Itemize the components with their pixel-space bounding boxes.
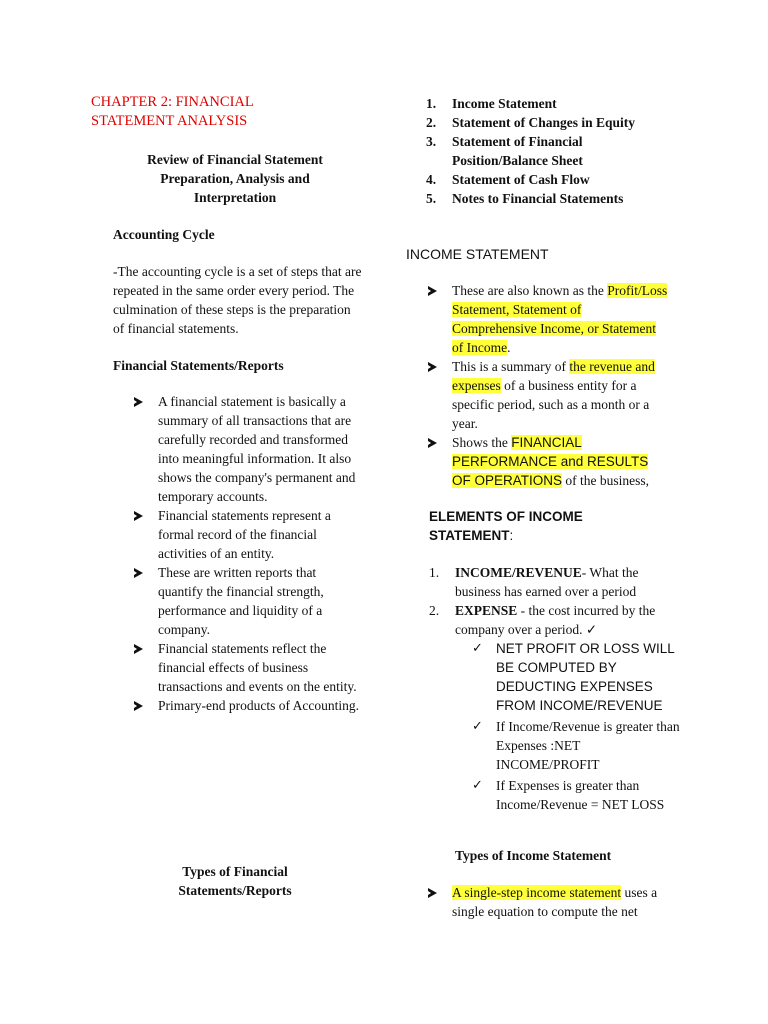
arrow-bullet-icon (134, 701, 143, 711)
list-item: ✓ NET PROFIT OR LOSS WILL BE COMPUTED BY DEDUCTING EXPENSES FROM INCOME/REVENUE (472, 641, 675, 713)
types-fs-heading: Types of Financial Statements/Reports (178, 864, 292, 898)
list-item: 2. Statement of Changes in Equity (426, 115, 636, 130)
list-item: A financial statement is basically a summary of all transactions that are carefully recorded and transformed into meaningful information. It also shows the company's permanent and temporary accounts. (134, 392, 360, 506)
list-item: 1. Income Statement (426, 96, 557, 111)
fs-heading: Financial Statements/Reports (113, 358, 284, 373)
list-item: 4. Statement of Cash Flow (426, 172, 590, 187)
list-item: These are written reports that quantify the financial strength, performance and liquidity of a company. (134, 563, 360, 639)
accounting-cycle-heading: Accounting Cycle (113, 227, 215, 242)
arrow-bullet-icon (428, 362, 437, 372)
list-item: Financial statements represent a formal record of the financial activities of an entity. (134, 506, 360, 563)
arrow-bullet-icon (134, 397, 143, 407)
arrow-bullet-icon (428, 438, 437, 448)
arrow-bullet-icon (134, 644, 143, 654)
list-item: Financial statements reflect the financial effects of business transactions and events on the entity. (134, 639, 360, 696)
check-icon: ✓ (585, 622, 598, 637)
check-list (472, 639, 682, 814)
is-bullet-list (428, 281, 668, 490)
check-icon: ✓ (472, 719, 483, 734)
list-item: Shows the FINANCIAL PERFORMANCE and RESULTS OF OPERATIONS of the business, (428, 433, 668, 490)
income-statement-heading: INCOME STATEMENT (406, 246, 549, 262)
arrow-bullet-icon (428, 888, 437, 898)
list-item: These are also known as the Profit/Loss Statement, Statement of Comprehensive Income, or Statement of Income. (428, 281, 668, 357)
elements-list (429, 563, 679, 639)
check-icon: ✓ (472, 778, 483, 793)
chapter-title: CHAPTER 2: FINANCIAL STATEMENT ANALYSIS (91, 94, 254, 129)
fs-bullet-list (134, 392, 360, 715)
elements-heading: ELEMENTS OF INCOME STATEMENT: (429, 509, 583, 543)
types-is-heading: Types of Income Statement (455, 848, 612, 863)
list-item: 5. Notes to Financial Statements (426, 191, 624, 206)
list-item: 3. Statement of Financial Position/Balance Sheet (426, 134, 583, 168)
arrow-bullet-icon (134, 511, 143, 521)
fs-types-list (426, 94, 706, 208)
arrow-bullet-icon (134, 568, 143, 578)
list-item: ✓ If Income/Revenue is greater than Expenses :NET INCOME/PROFIT (472, 719, 680, 772)
list-item: A single-step income statement uses a single equation to compute the net (428, 883, 678, 921)
check-icon: ✓ (472, 641, 483, 656)
ss-bullet-list (428, 883, 678, 921)
arrow-bullet-icon (428, 286, 437, 296)
accounting-cycle-text: -The accounting cycle is a set of steps that are repeated in the same order every period. The culmination of these steps is the preparation of financial statements. (113, 264, 362, 336)
list-item: This is a summary of the revenue and expenses of a business entity for a specific period, such as a month or a year. (428, 357, 668, 433)
list-item: Primary-end products of Accounting. (134, 696, 360, 715)
review-title: Review of Financial Statement Preparation, Analysis and Interpretation (147, 152, 323, 205)
list-item: 1. INCOME/REVENUE- What the business has earned over a period (429, 565, 639, 599)
list-item: ✓ If Expenses is greater than Income/Revenue = NET LOSS (472, 778, 665, 812)
list-item: 2. EXPENSE - the cost incurred by the company over a period. ✓ (429, 603, 656, 637)
